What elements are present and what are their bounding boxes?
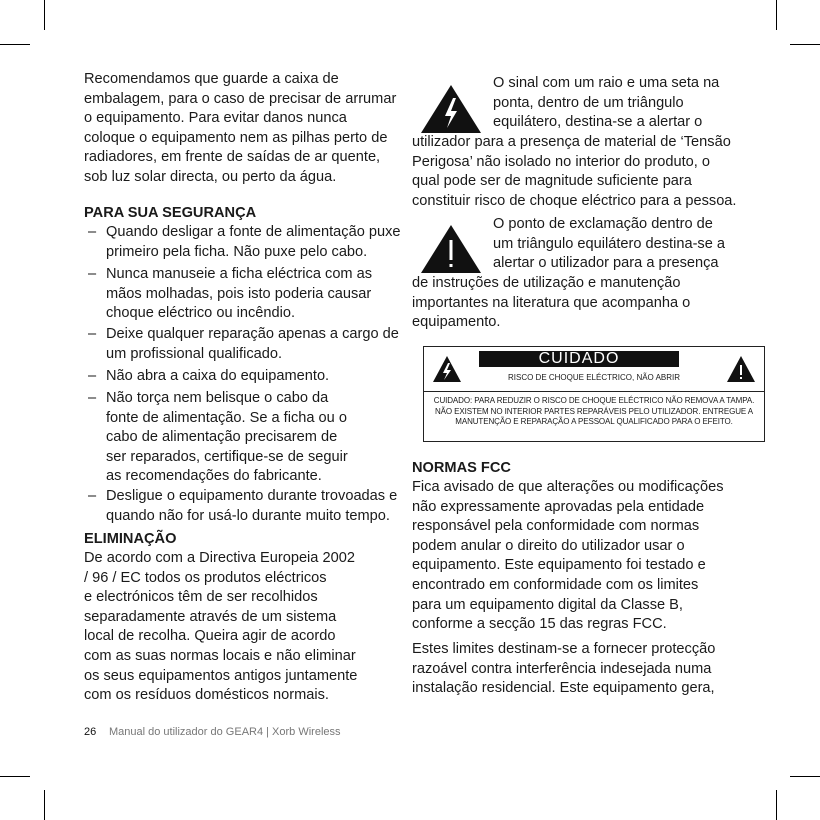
crop-mark: [776, 0, 777, 30]
fcc-paragraph: Fica avisado de que alterações ou modificações não expressamente aprovadas pela entidade responsável pela conformidade com normas podem anular o direito do utilizador usar o equipamento. Este equipamento foi testado e encontrado em conformidade com os limites para um equipamento digital da Classe B, conforme a secção 15 das regras FCC.: [412, 479, 724, 633]
intro-paragraph: Recomendamos que guarde a caixa de embalagem, para o caso de precisar de arrumar o equipamento. Para evitar danos nunca coloque o equipamento nem as pilhas perto de radiadores, em frente de saídas de ar quente, sob luz solar directa, ou perto da água.: [84, 71, 397, 185]
fcc-heading: NORMAS FCC: [412, 460, 511, 476]
fcc-paragraph-2: Estes limites destinam-se a fornecer protecção razoável contra interferência indesejada numa instalação residencial. Este equipamento gera,: [412, 641, 716, 697]
dash: –: [88, 266, 97, 282]
caution-body: CUIDADO: PARA REDUZIR O RISCO DE CHOQUE ELÉCTRICO NÃO REMOVA A TAMPA. NÃO EXISTEM NO INTERIOR PARTES REPARÁVEIS PELO UTILIZADOR. ENTREGUE A MANUTENÇÃO E REPARAÇÃO A PESSOAL QUALIFICADO PARA O EFEITO.: [433, 396, 755, 426]
safety-item-text: Não abra a caixa do equipamento.: [106, 368, 330, 384]
crop-mark: [776, 790, 777, 820]
safety-item-text: Quando desligar a fonte de alimentação puxe primeiro pela ficha. Não puxe pelo cabo.: [106, 224, 401, 260]
lightning-warning-icon: [432, 355, 462, 383]
disposal-paragraph: De acordo com a Directiva Europeia 2002 / 96 / EC todos os produtos eléctricos e electrónicos têm de ser recolhidos separadamente através de um sistema local de recolha. Queira agir de acordo com as suas normas locais e não eliminar os seus equipamentos antigos juntamente com os resíduos domésticos normais.: [84, 550, 358, 704]
lightning-text: O sinal com um raio e uma seta na ponta, dentro de um triângulo equilátero, destina-se a alertar o: [493, 75, 720, 131]
footer-title: Manual do utilizador do GEAR4 | Xorb Wireless: [109, 726, 341, 738]
dash: –: [88, 368, 97, 384]
crop-mark: [44, 790, 45, 820]
safety-item-text: Nunca manuseie a ficha eléctrica com as mãos molhadas, pois isto poderia causar choque eléctrico ou incêndio.: [106, 266, 373, 322]
dash: –: [88, 326, 97, 342]
safety-item-text: Não torça nem belisque o cabo da fonte de alimentação. Se a ficha ou o cabo de alimentação precisarem de ser reparados, certifique-se de seguir as recomendações do fabricante.: [106, 390, 348, 485]
caution-label: [423, 346, 765, 442]
disposal-heading: ELIMINAÇÃO: [84, 531, 177, 547]
exclamation-warning-icon: [726, 355, 756, 383]
crop-mark: [790, 44, 820, 45]
safety-item-text: Deixe qualquer reparação apenas a cargo de um profissional qualificado.: [106, 326, 399, 362]
lightning-warning-icon: [420, 84, 482, 134]
exclamation-text: O ponto de exclamação dentro de um triângulo equilátero destina-se a alertar o utilizador para a presença: [493, 216, 726, 272]
crop-mark: [0, 44, 30, 45]
safety-item-text: Desligue o equipamento durante trovoadas e quando não for usá-lo durante muito tempo.: [106, 488, 398, 524]
caution-title: CUIDADO: [479, 351, 679, 367]
exclamation-warning-icon: [420, 224, 482, 274]
crop-mark: [0, 776, 30, 777]
caution-subtitle: RISCO DE CHOQUE ELÉCTRICO, NÃO ABRIR: [507, 373, 681, 382]
page-number: 26: [84, 726, 97, 738]
dash: –: [88, 390, 97, 406]
safety-heading: PARA SUA SEGURANÇA: [84, 205, 257, 221]
crop-mark: [44, 0, 45, 30]
dash: –: [88, 224, 97, 240]
dash: –: [88, 488, 97, 504]
crop-mark: [790, 776, 820, 777]
exclamation-text-cont: de instruções de utilização e manutenção importantes na literatura que acompanha o equipamento.: [412, 275, 691, 331]
lightning-text-cont: utilizador para a presença de material de ‘Tensão Perigosa’ não isolado no interior do produto, o qual pode ser de magnitude suficiente para constituir risco de choque eléctrico para a pessoa.: [412, 134, 737, 209]
